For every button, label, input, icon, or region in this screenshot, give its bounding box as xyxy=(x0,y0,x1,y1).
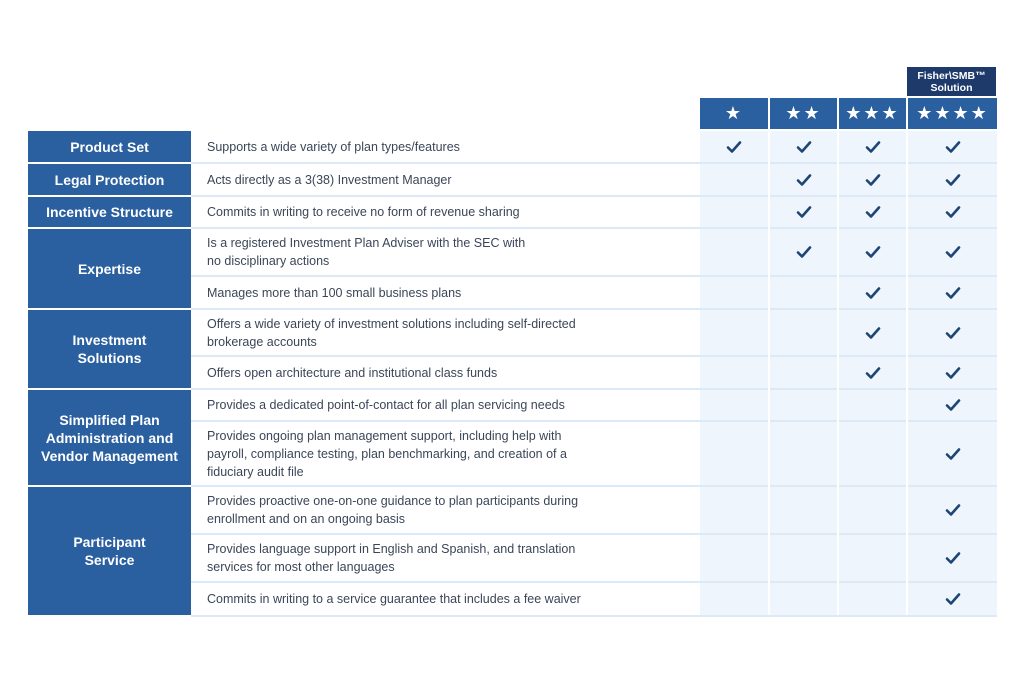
category-product-set: Product Set xyxy=(28,131,191,162)
checkmark-icon xyxy=(796,173,812,187)
tier-3-cell xyxy=(839,390,906,420)
tier-3-cell xyxy=(839,229,906,275)
feature-description: Manages more than 100 small business plans xyxy=(207,285,462,300)
feature-description: Commits in writing to a service guarantee that includes a fee waiver xyxy=(207,592,581,606)
feature-description: Provides proactive one-on-one guidance to plan participants during enrollment and on an ongoing basis xyxy=(207,494,579,526)
checkmark-icon xyxy=(945,398,961,412)
feature-description: Provides a dedicated point-of-contact for all plan servicing needs xyxy=(207,398,565,412)
tier-1-cell xyxy=(700,310,768,355)
tier-2-cell xyxy=(770,131,837,162)
tier-2-cell xyxy=(770,583,837,615)
tier-1-cell xyxy=(700,131,768,162)
tier-header-4-star: ★★★★ xyxy=(908,98,997,129)
category-participant-service: Participant Service xyxy=(28,487,191,615)
tier-2-cell xyxy=(770,277,837,308)
checkmark-icon xyxy=(796,245,812,259)
checkmark-icon xyxy=(945,503,961,517)
tier-3-cell xyxy=(839,277,906,308)
category-expertise: Expertise xyxy=(28,229,191,308)
tier-3-cell xyxy=(839,487,906,533)
checkmark-icon xyxy=(945,205,961,219)
tier-1-cell xyxy=(700,277,768,308)
tier-2-cell xyxy=(770,357,837,388)
tier-1-cell xyxy=(700,583,768,615)
checkmark-icon xyxy=(865,173,881,187)
checkmark-icon xyxy=(865,205,881,219)
tier-4-cell xyxy=(908,390,997,420)
tier-2-cell xyxy=(770,535,837,581)
checkmark-icon xyxy=(865,366,881,380)
feature-description: Commits in writing to receive no form of revenue sharing xyxy=(207,205,520,219)
column-divider xyxy=(906,131,908,615)
feature-description: Supports a wide variety of plan types/features xyxy=(207,139,460,154)
tier-2-cell xyxy=(770,310,837,355)
row-divider xyxy=(191,615,997,617)
feature-description: Offers open architecture and institutional class funds xyxy=(207,365,498,380)
category-investment-solutions: Investment Solutions xyxy=(28,310,191,388)
checkmark-icon xyxy=(945,326,961,340)
tier-1-cell xyxy=(700,164,768,195)
checkmark-icon xyxy=(945,245,961,259)
tier-1-cell xyxy=(700,229,768,275)
checkmark-icon xyxy=(865,245,881,259)
checkmark-icon xyxy=(865,326,881,340)
tier-3-cell xyxy=(839,197,906,227)
tier-4-cell xyxy=(908,422,997,485)
tier-2-cell xyxy=(770,229,837,275)
tier-1-cell xyxy=(700,422,768,485)
checkmark-icon xyxy=(945,551,961,565)
checkmark-icon xyxy=(945,286,961,300)
checkmark-icon xyxy=(726,140,742,154)
feature-description: Provides ongoing plan management support, including help with payroll, compliance testing, plan benchmarking, and creation of a fiduciary audit file xyxy=(207,428,567,479)
tier-2-cell xyxy=(770,197,837,227)
feature-description: Is a registered Investment Plan Adviser with the SEC with no disciplinary actions xyxy=(207,236,526,268)
badge-line-1: Fisher\SMB™ xyxy=(917,69,986,82)
tier-3-cell xyxy=(839,357,906,388)
tier-header-3-star: ★★★ xyxy=(839,98,906,129)
tier-4-cell xyxy=(908,357,997,388)
tier-4-cell xyxy=(908,535,997,581)
tier-1-cell xyxy=(700,197,768,227)
tier-4-cell xyxy=(908,229,997,275)
tier-1-cell xyxy=(700,487,768,533)
feature-description: Offers a wide variety of investment solutions including self-directed brokerage accounts xyxy=(207,316,576,349)
tier-2-cell xyxy=(770,422,837,485)
tier-4-cell xyxy=(908,310,997,355)
tier-1-cell xyxy=(700,357,768,388)
tier-4-cell xyxy=(908,164,997,195)
tier-3-cell xyxy=(839,583,906,615)
column-divider xyxy=(837,131,839,615)
category-simplified-plan-administration-and-vendor-management: Simplified Plan Administration and Vendor Management xyxy=(28,390,191,485)
tier-3-cell xyxy=(839,131,906,162)
checkmark-icon xyxy=(945,366,961,380)
category-incentive-structure: Incentive Structure xyxy=(28,197,191,227)
checkmark-icon xyxy=(796,140,812,154)
badge-line-2: Solution xyxy=(930,81,973,94)
tier-3-cell xyxy=(839,164,906,195)
fisher-smb-solution-badge xyxy=(907,67,996,96)
feature-description: Provides language support in English and Spanish, and translation services for most other languages xyxy=(207,542,576,574)
checkmark-icon xyxy=(865,140,881,154)
tier-3-cell xyxy=(839,422,906,485)
tier-1-cell xyxy=(700,535,768,581)
checkmark-icon xyxy=(945,173,961,187)
tier-4-cell xyxy=(908,277,997,308)
category-legal-protection: Legal Protection xyxy=(28,164,191,195)
tier-header-1-star: ★ xyxy=(700,98,768,129)
tier-header-2-star: ★★ xyxy=(770,98,837,129)
column-divider xyxy=(768,131,770,615)
checkmark-icon xyxy=(945,447,961,461)
tier-4-cell xyxy=(908,583,997,615)
checkmark-icon xyxy=(945,140,961,154)
feature-description: Acts directly as a 3(38) Investment Manager xyxy=(207,172,452,187)
tier-2-cell xyxy=(770,164,837,195)
tier-1-cell xyxy=(700,390,768,420)
tier-3-cell xyxy=(839,535,906,581)
checkmark-icon xyxy=(945,592,961,606)
tier-4-cell xyxy=(908,131,997,162)
tier-2-cell xyxy=(770,390,837,420)
checkmark-icon xyxy=(796,205,812,219)
tier-3-cell xyxy=(839,310,906,355)
tier-4-cell xyxy=(908,487,997,533)
tier-4-cell xyxy=(908,197,997,227)
checkmark-icon xyxy=(865,286,881,300)
tier-2-cell xyxy=(770,487,837,533)
